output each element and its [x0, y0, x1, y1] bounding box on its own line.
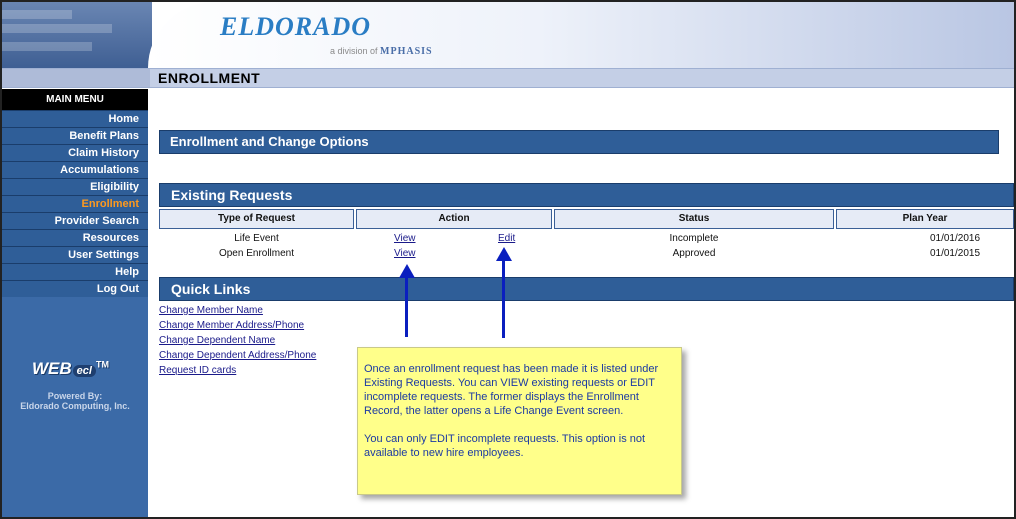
quick-link-change-dependent-name[interactable]: Change Dependent Name [159, 335, 276, 346]
edit-link-row-1[interactable]: Edit [498, 233, 516, 244]
enrollment-options-header: Enrollment and Change Options [159, 130, 999, 154]
sidebar-item-benefit-plans[interactable]: Benefit Plans [2, 127, 148, 144]
col-status: Status [554, 209, 834, 229]
col-plan-year: Plan Year [836, 209, 1014, 229]
quick-link-change-member-address[interactable]: Change Member Address/Phone [159, 320, 305, 331]
quick-links-header: Quick Links [159, 277, 1014, 301]
sidebar-item-help[interactable]: Help [2, 263, 148, 280]
quick-link-request-id-cards[interactable]: Request ID cards [159, 365, 237, 376]
arrow-up-icon [496, 247, 512, 261]
table-row-2-status: Approved [672, 248, 716, 259]
sidebar-item-eligibility[interactable]: Eligibility [2, 178, 148, 195]
sidebar-item-user-settings[interactable]: User Settings [2, 246, 148, 263]
table-row-1-year: 01/01/2016 [929, 233, 981, 244]
sidebar-item-provider-search[interactable]: Provider Search [2, 212, 148, 229]
sidebar-item-claim-history[interactable]: Claim History [2, 144, 148, 161]
sidebar-item-resources[interactable]: Resources [2, 229, 148, 246]
col-action: Action [356, 209, 552, 229]
eldorado-logo [220, 12, 433, 57]
sidebar-item-log-out[interactable]: Log Out [2, 280, 148, 297]
callout-note [357, 347, 682, 495]
header-left-panel [2, 2, 152, 68]
table-row-2-year: 01/01/2015 [929, 248, 981, 259]
table-row-2-type: Open Enrollment [218, 248, 295, 259]
view-link-row-1[interactable]: View [394, 233, 416, 244]
powered-by: Powered By: Eldorado Computing, Inc. [20, 391, 130, 411]
table-row-1-status: Incomplete [669, 233, 719, 244]
sidebar-item-enrollment[interactable]: Enrollment [2, 195, 148, 212]
quick-link-change-member-name[interactable]: Change Member Name [159, 305, 263, 316]
page-title-bar [2, 68, 1014, 88]
sidebar-item-accumulations[interactable]: Accumulations [2, 161, 148, 178]
arrow-up-icon [399, 264, 415, 278]
logo-subtitle: a division of MPHASIS [330, 46, 433, 57]
note-paragraph-2: You can only EDIT incomplete requests. This option is not available to new hire employees. [364, 433, 646, 459]
note-paragraph-1: Once an enrollment request has been made it is listed under Existing Requests. You can VIEW existing requests or EDIT incomplete requests. The former displays the Enrollment Record, the latter opens a Life Change Event screen. [364, 363, 659, 417]
sidebar-item-home[interactable]: Home [2, 110, 148, 127]
quick-link-change-dependent-address[interactable]: Change Dependent Address/Phone [159, 350, 317, 361]
sidebar [2, 89, 148, 517]
arrow-shaft-view [405, 277, 408, 337]
main-menu-header: MAIN MENU [2, 89, 148, 110]
existing-requests-header: Existing Requests [159, 183, 1014, 207]
webecl-logo: WEB ecl™ [32, 359, 109, 378]
view-link-row-2[interactable]: View [394, 248, 416, 259]
table-row-1-type: Life Event [234, 233, 279, 244]
logo-text: ELDORADO [220, 12, 372, 41]
col-type-of-request: Type of Request [159, 209, 354, 229]
page-title: ENROLLMENT [158, 70, 261, 86]
arrow-shaft-edit [502, 260, 505, 338]
